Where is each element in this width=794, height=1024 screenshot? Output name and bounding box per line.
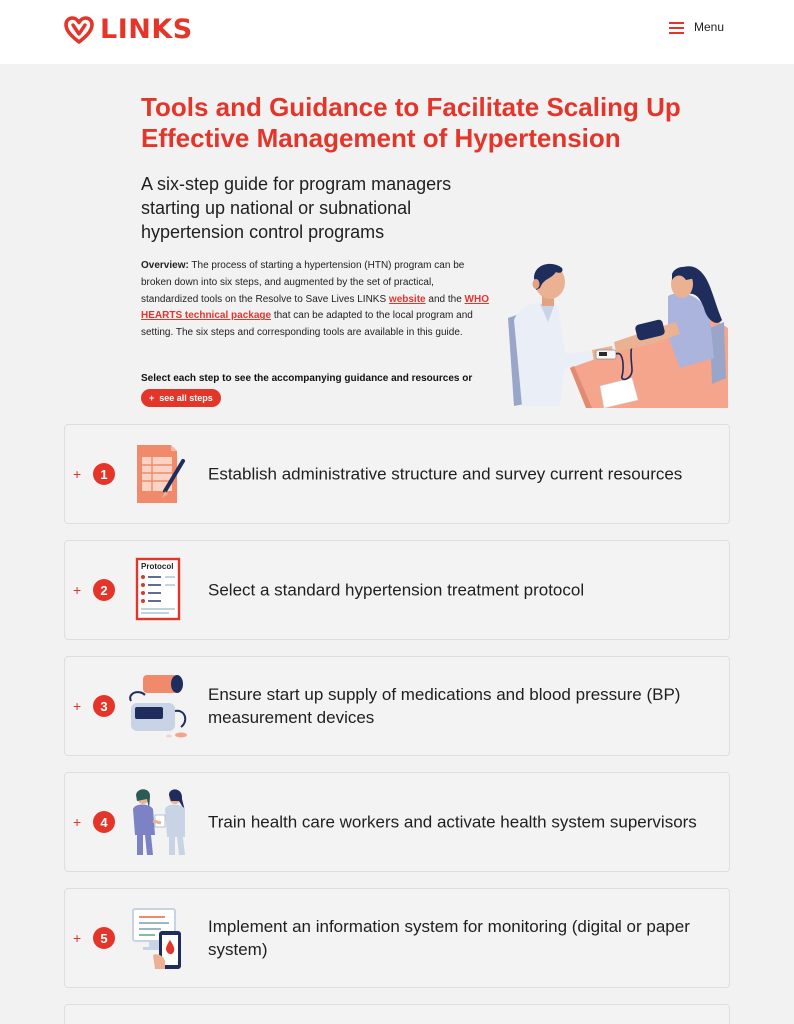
step-label: Select a standard hypertension treatment protocol xyxy=(208,580,585,600)
step-card-2[interactable] xyxy=(64,540,730,640)
heart-logo-icon xyxy=(64,15,94,45)
step-card-4[interactable] xyxy=(64,772,730,872)
links-logo[interactable] xyxy=(64,14,193,45)
overview-paragraph xyxy=(141,258,491,342)
overview-text-2: and the xyxy=(425,293,465,305)
step-label: Ensure start up supply of medications and blood pressure (BP) measurement devices xyxy=(208,685,681,727)
step-label: Establish administrative structure and survey current resources xyxy=(208,464,683,484)
overview-lead: Overview: xyxy=(141,260,189,271)
overview-text-3: that can be adapted to the local program and setting. The six steps and corresponding tools are available in this guide. xyxy=(141,310,473,339)
plus-icon: + xyxy=(149,393,155,403)
step-number: 2 xyxy=(93,579,115,601)
page-title: Tools and Guidance to Facilitate Scaling Up Effective Management of Hypertension xyxy=(141,92,681,153)
step-card-3[interactable] xyxy=(64,656,730,756)
step-number: 4 xyxy=(93,811,115,833)
website-link[interactable]: website xyxy=(388,293,426,305)
who-hearts-link[interactable]: WHO HEARTS technical package xyxy=(141,293,489,322)
logo-text: LINKS xyxy=(100,14,193,45)
expand-icon: + xyxy=(73,814,82,830)
checklist-pencil-icon xyxy=(125,439,195,509)
step-label: Implement an information system for monitoring (digital or paper system) xyxy=(208,917,690,959)
site-header xyxy=(0,0,794,64)
step-card-5[interactable] xyxy=(64,888,730,988)
see-all-steps-button[interactable] xyxy=(141,389,221,407)
menu-button[interactable] xyxy=(669,20,724,34)
bp-measurement-illustration xyxy=(500,258,728,408)
expand-icon: + xyxy=(73,698,82,714)
step-card-1[interactable] xyxy=(64,424,730,524)
see-all-label: see all steps xyxy=(159,393,213,403)
step-number: 5 xyxy=(93,927,115,949)
hamburger-icon xyxy=(669,22,684,33)
overview-text-1: The process of starting a hypertension (HTN) program can be broken down into six steps, and augmented by the set of practical, standardized tools on the Resolve to Save Lives LINKS xyxy=(141,260,465,305)
expand-icon: + xyxy=(73,930,82,946)
step-card-6[interactable] xyxy=(64,1004,730,1024)
menu-label: Menu xyxy=(693,20,724,34)
expand-icon: + xyxy=(73,582,82,598)
protocol-icon-text: Protocol xyxy=(141,562,174,571)
health-workers-icon xyxy=(125,787,195,857)
expand-icon: + xyxy=(73,466,82,482)
select-instructions: Select each step to see the accompanying guidance and resources or xyxy=(141,373,473,384)
step-number: 1 xyxy=(93,463,115,485)
bp-monitor-icon xyxy=(125,671,195,741)
step-label: Train health care workers and activate health system supervisors xyxy=(208,812,697,832)
monitoring-system-icon xyxy=(125,903,195,973)
step-number: 3 xyxy=(93,695,115,717)
page-subtitle: A six-step guide for program managers starting up national or subnational hypertension control programs xyxy=(141,174,452,242)
protocol-document-icon xyxy=(125,555,195,625)
